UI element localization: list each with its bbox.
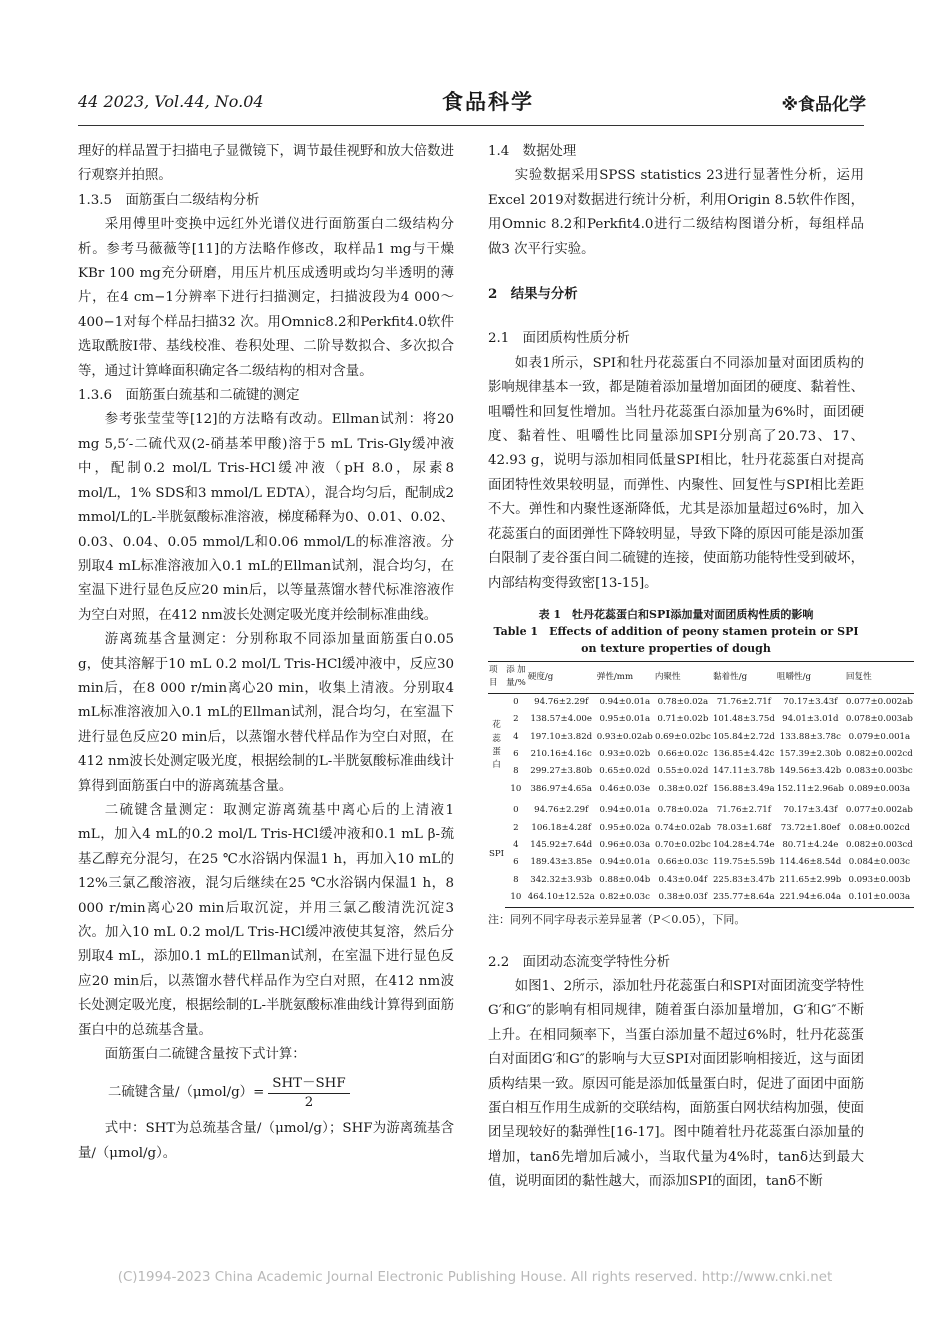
table-cell: 119.75±5.59b <box>712 857 775 868</box>
table-cell: 104.28±4.74e <box>713 839 775 850</box>
table-header-cell: 内聚性 <box>654 661 712 693</box>
table-cell: 189.43±3.85e <box>530 857 592 868</box>
table-row <box>488 693 914 711</box>
section-heading-1-4: 1.4 数据处理 <box>488 144 577 159</box>
table-row <box>488 854 914 871</box>
table-cell: 0.082±0.002cd <box>846 748 913 759</box>
table-note: 注：同列不同字母表示差异显著（P＜0.05），下同。 <box>488 912 746 926</box>
table-cell: 138.57±4.00e <box>530 714 592 725</box>
table-cell: 70.17±3.43f <box>783 805 838 816</box>
paragraph: 如图1、2所示，添加牡丹花蕊蛋白和SPI对面团流变学特性G′和G″的影响有相同规律，随着蛋白添加量增加，G′和G″不断上升。在相同频率下，当蛋白添加量不超过6%时，牡丹花蕊蛋白对面团G′和G″的影响与大豆SPI对面团影响相接近，这与面团质构结果一致。原因可能是添加低量蛋白时，促进了面团中面筋蛋白相互作用生成新的交联结构，面筋蛋白网状结构加强，使面团呈现较好的黏弹性[16-17]。图中随着牡丹花蕊蛋白添加量的增加，tanδ先增加后减小，当取代量为4%时，tanδ达到最大值，说明面团的黏性越大，而添加SPI的面团，tanδ不断 <box>488 979 864 1190</box>
table-cell: 0.082±0.003cd <box>846 839 913 850</box>
table-cell: 2 <box>513 714 519 725</box>
table-cell: 342.32±3.93b <box>530 874 593 885</box>
table-row <box>488 746 914 763</box>
table-cell: 0.38±0.03f <box>654 889 712 907</box>
page-header <box>68 84 888 120</box>
paragraph: 面筋蛋白二硫键含量按下式计算： <box>104 1047 306 1063</box>
table-cell: 0.95±0.01a <box>599 714 651 725</box>
header-rule <box>78 125 864 126</box>
table-cell: 0.69±0.02bc <box>654 731 711 742</box>
table-cell: 6 <box>513 748 519 759</box>
table-cell: 71.76±2.71f <box>716 805 771 816</box>
table-cell: 8 <box>513 766 519 777</box>
section-heading-2-1: 2.1 面团质构性质分析 <box>488 331 630 347</box>
table-header-cell: 添加量/% <box>505 661 527 693</box>
table-caption-en: Table 1 Effects of addition of peony stamen protein or SPI on texture properties of dough <box>493 624 859 655</box>
table-cell: 157.39±2.30b <box>779 748 842 759</box>
table-cell: 0.65±0.02d <box>599 766 651 777</box>
table-cell: 6 <box>513 857 519 868</box>
paragraph: 参考张莹莹等[12]的方法略有改动。Ellman试剂：将20 mg 5,5′-二硫代双(2-硝基苯甲酸)溶于5 mL Tris-Gly缓冲液中，配制0.2 mol/L Tris-HCl缓冲液（pH 8.0，尿素8 mol/L，1% SDS和3 mmol/L EDTA），混合均匀后，配制成2 mmol/L的L-半胱氨酸标准溶液，梯度稀释为0、0.01、0.02、0.03、0.04、0.05 mmol/L和0.06 mmol/L的标准溶液。分别取4 mL标准溶液加入0.1 mL的Ellman试剂，混合均匀，在室温下进行显色反应20 min后，以等量蒸馏水替代标准溶液作为空白对照，在412 nm波长处测定吸光度并绘制标准曲线。 <box>78 412 454 623</box>
formula-numerator: SHT－SHF <box>268 1075 349 1094</box>
table-cell: 147.11±3.78b <box>712 766 775 777</box>
table-cell: 136.85±4.42c <box>713 748 775 759</box>
table-cell: 80.71±4.24e <box>782 839 839 850</box>
disulfide-formula <box>108 1073 454 1113</box>
section-heading-1-3-6: 1.3.6 面筋蛋白巯基和二硫键的测定 <box>78 388 300 404</box>
table-cell: 101.48±3.75d <box>712 714 775 725</box>
table-cell: 0.077±0.002ab <box>845 696 913 707</box>
table-header-cell: 弹性/mm <box>596 661 654 693</box>
table-header-cell: 黏着性/g <box>712 661 776 693</box>
table-cell: 4 <box>513 839 519 850</box>
table-cell: 10 <box>510 783 522 794</box>
table-cell: 0.96±0.03a <box>599 839 651 850</box>
paragraph: 式中：SHT为总巯基含量/（μmol/g）；SHF为游离巯基含量/（μmol/g）。 <box>78 1121 454 1161</box>
table-cell: 94.76±2.29f <box>534 696 589 707</box>
section-heading-2-2: 2.2 面团动态流变学特性分析 <box>488 954 670 970</box>
table-cell: 0.66±0.03c <box>657 857 709 868</box>
table-cell: 0.88±0.04b <box>599 874 651 885</box>
table-cell: 0.93±0.02b <box>599 748 651 759</box>
table-cell: 78.03±1.68f <box>716 822 771 833</box>
table-row <box>488 711 914 728</box>
table-cell: 210.16±4.16c <box>530 748 592 759</box>
table-header-cell: 回复性 <box>845 661 914 693</box>
table-row <box>488 763 914 780</box>
table-cell: 0.43±0.04f <box>658 874 708 885</box>
table-cell: 149.56±3.42b <box>779 766 842 777</box>
table-row <box>488 889 914 907</box>
table-cell: 0 <box>513 696 519 707</box>
formula-lhs: 二硫键含量/（μmol/g）= <box>108 1085 265 1101</box>
table-cell: 0.95±0.02a <box>599 822 651 833</box>
table-cell: 0.38±0.02f <box>658 783 708 794</box>
table-header-cell: 项目 <box>488 661 505 693</box>
table-cell: 0.94±0.01a <box>599 857 651 868</box>
table-cell: 0.101±0.003a <box>845 889 914 907</box>
table-cell: 0.079±0.001a <box>848 731 911 742</box>
table-row <box>488 872 914 889</box>
table-cell: 0.078±0.003ab <box>845 714 913 725</box>
table-cell: 0.74±0.02ab <box>654 822 711 833</box>
table-cell: 225.83±3.47b <box>712 874 775 885</box>
table-cell: 10 <box>505 889 527 907</box>
table-cell: 0 <box>513 805 519 816</box>
table-row <box>488 798 914 819</box>
table-cell: 71.76±2.71f <box>716 696 771 707</box>
table-caption <box>488 606 864 657</box>
section-heading-1-3-5: 1.3.5 面筋蛋白二级结构分析 <box>78 192 260 208</box>
section-label: ※食品化学 <box>781 95 866 115</box>
table-cell: 114.46±8.54d <box>779 857 842 868</box>
table-cell: 0.70±0.02bc <box>654 839 711 850</box>
table-group-label: 花蕊蛋白 <box>492 720 501 771</box>
paragraph: 实验数据采用SPSS statistics 23进行显著性分析，运用Excel 2019对数据进行统计分析，利用Origin 8.5软件作图，用Omnic 8.2和Perkfit4.0进行二级结构图谱分析，每组样品做3 次平行实验。 <box>488 168 864 257</box>
texture-table <box>488 661 914 908</box>
table-cell: 221.94±6.04a <box>776 889 845 907</box>
paragraph: 如表1所示，SPI和牡丹花蕊蛋白不同添加量对面团质构的影响规律基本一致，都是随着添加量增加面团的硬度、黏着性、咀嚼性和回复性增加。当牡丹花蕊蛋白添加量为6%时，面团硬度、黏着性、咀嚼性比同量添加SPI分别高了20.73、17、42.93 g，说明与添加相同低量SPI相比，牡丹花蕊蛋白对提高面团特性效果较明显，而弹性、内聚性、回复性与SPI相比差距不大。弹性和内聚性逐渐降低，尤其是添加量超过6%时，加入花蕊蛋白的面团弹性下降较明显，导致下降的原因可能是添加蛋白限制了麦谷蛋白间二硫键的连接，使面筋功能特性受到破坏，内部结构变得致密[13-15]。 <box>488 355 864 591</box>
table-cell: 94.76±2.29f <box>534 805 589 816</box>
table-cell: 0.78±0.02a <box>657 696 709 707</box>
formula-fraction <box>268 1075 349 1112</box>
table-header-cell: 咀嚼性/g <box>776 661 845 693</box>
table-row <box>488 781 914 798</box>
table-cell: 0.08±0.002cd <box>848 822 911 833</box>
table-cell: 464.10±12.52a <box>527 889 596 907</box>
table-cell: 0.82±0.03c <box>596 889 654 907</box>
table-cell: 0.94±0.01a <box>599 696 651 707</box>
right-column <box>488 140 913 1195</box>
paragraph: 理好的样品置于扫描电子显微镜下，调节最佳视野和放大倍数进行观察并拍照。 <box>78 144 454 184</box>
table-cell: 133.88±3.78c <box>779 731 841 742</box>
table-cell: 4 <box>513 731 519 742</box>
paragraph: 游离巯基含量测定：分别称取不同添加量面筋蛋白0.05 g，使其溶解于10 mL 0.2 mol/L Tris-HCl缓冲液中，反应30 min后，在8 000 r/min离心20 min，收集上清液。分别取4 mL标准溶液加入0.1 mL的Ellman试剂，混合均匀，在室温下进行显色反应20 min后，以蒸馏水替代样品作为空白对照，在412 nm波长处测定吸光度，根据绘制的L-半胱氨酸标准曲线计算得到面筋蛋白中的游离巯基含量。 <box>78 632 454 794</box>
table-group-label: SPI <box>489 848 505 859</box>
table-cell: 106.18±4.28f <box>531 822 592 833</box>
copyright-footer: (C)1994-2023 China Academic Journal Electronic Publishing House. All rights reserved. http://www.cnki.net <box>117 1270 833 1285</box>
table-row <box>488 837 914 854</box>
table-cell: 197.10±3.82d <box>530 731 593 742</box>
table-cell: 0.093±0.003b <box>848 874 911 885</box>
table-cell: 2 <box>513 822 519 833</box>
table-cell: 0.089±0.003a <box>848 783 911 794</box>
left-column <box>78 140 454 1166</box>
paragraph: 采用傅里叶变换中远红外光谱仪进行面筋蛋白二级结构分析。参考马薇薇等[11]的方法略作修改，取样品1 mg与干燥KBr 100 mg充分研磨，用压片机压成透明或均匀半透明的薄片，在4 cm−1分辨率下进行扫描测定，扫描波段为4 000～400−1对每个样品扫描32 次。用Omnic8.2和Perkfit4.0软件选取酰胺I带、基线校准、卷积处理、二阶导数拟合、多次拟合等，通过计算峰面积确定各二级结构的相对含量。 <box>78 217 454 379</box>
page-number-volume: 44 2023, Vol.44, No.04 <box>78 92 264 111</box>
table-header-cell: 硬度/g <box>527 661 596 693</box>
paragraph: 二硫键含量测定：取测定游离巯基中离心后的上清液1 mL，加入4 mL的0.2 mol/L Tris-HCl缓冲液和0.1 mL β-巯基乙醇充分混匀，在25 ℃水浴锅内保温1 h，再加入10 mL的12%三氯乙酸溶液，混匀后继续在25 ℃水浴锅内保温1 h，8 000 r/min离心20 min后取沉淀，并用三氯乙酸清洗沉淀3 次。加入10 mL 0.2 mol/L Tris-HCl缓冲液使其复溶，然后分别取4 mL，添加0.1 mL的Ellman试剂，在室温下进行显色反应20 min后，以蒸馏水替代样品作为空白对照，在412 nm波长处测定吸光度，根据绘制的L-半胱氨酸标准曲线计算得到面筋蛋白中的总巯基含量。 <box>78 802 454 1038</box>
table-cell: 94.01±3.01d <box>782 714 839 725</box>
table-cell: 0.71±0.02b <box>657 714 709 725</box>
table-cell: 0.78±0.02a <box>657 805 709 816</box>
table-cell: 156.88±3.49a <box>713 783 775 794</box>
table-cell: 235.77±8.64a <box>712 889 776 907</box>
table-cell: 0.084±0.003c <box>848 857 910 868</box>
table-row <box>488 729 914 746</box>
table-cell: 299.27±3.80b <box>530 766 593 777</box>
table-cell: 152.11±2.96ab <box>776 783 844 794</box>
table-cell: 0.55±0.02d <box>657 766 709 777</box>
table-row <box>488 820 914 837</box>
table-cell: 145.92±7.64d <box>530 839 593 850</box>
table-cell: 0.083±0.003bc <box>846 766 913 777</box>
table-cell: 70.17±3.43f <box>783 696 838 707</box>
table-cell: 8 <box>513 874 519 885</box>
table-cell: 0.94±0.01a <box>599 805 651 816</box>
section-heading-2: 2 结果与分析 <box>488 286 578 303</box>
table-caption-cn: 表 1 牡丹花蕊蛋白和SPI添加量对面团质构性质的影响 <box>538 607 814 621</box>
table-cell: 386.97±4.65a <box>530 783 592 794</box>
table-cell: 0.077±0.002ab <box>845 805 913 816</box>
table-cell: 211.65±2.99b <box>779 874 842 885</box>
journal-title: 食品科学 <box>442 90 534 114</box>
table-cell: 0.46±0.03e <box>599 783 651 794</box>
table-cell: 0.93±0.02ab <box>596 731 653 742</box>
table-cell: 105.84±2.72d <box>712 731 775 742</box>
table-cell: 0.66±0.02c <box>657 748 709 759</box>
table-cell: 73.72±1.80ef <box>780 822 840 833</box>
formula-denominator: 2 <box>304 1094 314 1110</box>
